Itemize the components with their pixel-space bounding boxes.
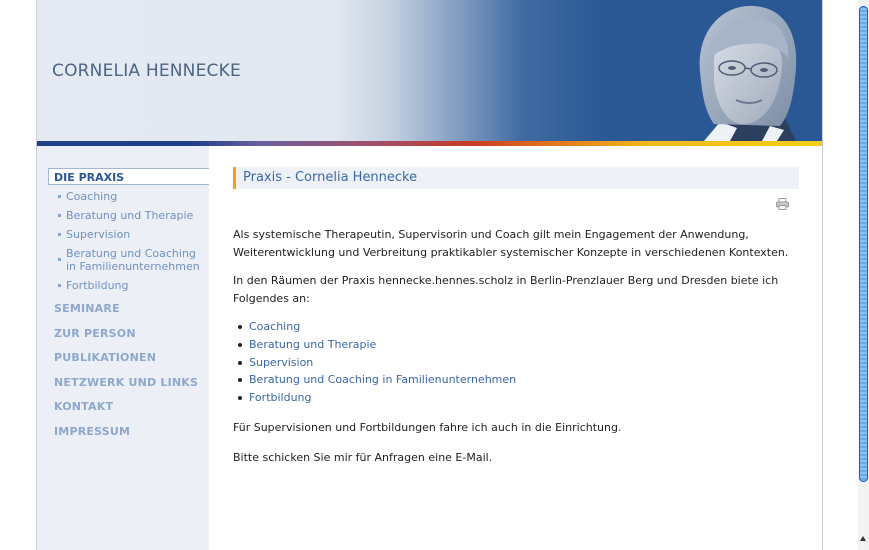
subnav-item-beratung-therapie[interactable] bbox=[57, 209, 207, 222]
page-container bbox=[36, 0, 823, 550]
list-item bbox=[233, 389, 516, 407]
subnav-item-supervision[interactable] bbox=[57, 228, 207, 241]
nav-item-die-praxis[interactable]: DIE PRAXIS bbox=[48, 168, 209, 185]
nav-item-publikationen[interactable]: PUBLIKATIONEN bbox=[54, 351, 157, 365]
subnav-item-familienunternehmen[interactable] bbox=[57, 247, 207, 273]
service-link-coaching[interactable]: Coaching bbox=[249, 320, 301, 333]
nav-item-kontakt[interactable]: KONTAKT bbox=[54, 400, 114, 414]
nav-item-seminare[interactable]: SEMINARE bbox=[54, 302, 120, 315]
page-title: Praxis - Cornelia Hennecke bbox=[233, 167, 799, 189]
scrollbar-thumb[interactable] bbox=[859, 6, 868, 482]
subnav-item-label: Beratung und Therapie bbox=[66, 209, 194, 222]
intro-paragraph: Als systemische Therapeutin, Supervisorin und Coach gilt mein Engagement der Anwendung, Weiterentwicklung und Verbreitung praktikabler systemischer Konzepte in verschiedenen Kontexten. bbox=[233, 228, 789, 259]
list-item bbox=[233, 371, 516, 389]
subnav-item-label: Supervision bbox=[66, 228, 131, 241]
subnav bbox=[57, 190, 207, 298]
portrait-photo bbox=[692, 2, 802, 141]
scroll-up-arrow-icon[interactable] bbox=[860, 536, 866, 541]
bullet-icon bbox=[58, 214, 61, 217]
bullet-icon bbox=[238, 378, 242, 382]
bullet-icon bbox=[58, 233, 61, 236]
subnav-item-coaching[interactable] bbox=[57, 190, 207, 203]
bullet-icon bbox=[238, 343, 242, 347]
bullet-icon bbox=[238, 325, 242, 329]
subnav-item-label: Fortbildung bbox=[66, 279, 129, 292]
offer-intro-paragraph: In den Räumen der Praxis hennecke.hennes.scholz in Berlin-Prenzlauer Berg und Dresden biete ich Folgendes an: bbox=[233, 274, 779, 305]
nav-item-zur-person[interactable]: ZUR PERSON bbox=[54, 326, 136, 340]
bullet-icon bbox=[58, 258, 61, 261]
subnav-item-label: Beratung und Coaching in Familienunternehmen bbox=[66, 247, 200, 273]
bullet-icon bbox=[58, 195, 61, 198]
site-title[interactable]: CORNELIA HENNECKE bbox=[52, 61, 241, 81]
service-link-beratung-therapie[interactable]: Beratung und Therapie bbox=[249, 337, 377, 351]
main-nav bbox=[54, 302, 198, 450]
service-link-supervision[interactable]: Supervision bbox=[249, 355, 314, 369]
service-link-fortbildung[interactable]: Fortbildung bbox=[249, 391, 312, 405]
services-list bbox=[233, 318, 516, 407]
subnav-item-label: Coaching bbox=[66, 190, 118, 203]
subnav-item-fortbildung[interactable] bbox=[57, 279, 207, 292]
vertical-scrollbar[interactable] bbox=[858, 0, 869, 550]
list-item bbox=[233, 354, 516, 372]
bullet-icon bbox=[238, 361, 242, 365]
site-header bbox=[37, 0, 822, 141]
contact-note: Bitte schicken Sie mir für Anfragen eine E-Mail. bbox=[233, 451, 493, 464]
nav-item-netzwerk-links[interactable]: NETZWERK UND LINKS bbox=[54, 375, 199, 389]
bullet-icon bbox=[58, 284, 61, 287]
main-content bbox=[233, 167, 799, 464]
list-item bbox=[233, 336, 516, 354]
printer-icon[interactable] bbox=[776, 198, 789, 210]
travel-note: Für Supervisionen und Fortbildungen fahre ich auch in die Einrichtung. bbox=[233, 421, 622, 434]
nav-item-impressum[interactable]: IMPRESSUM bbox=[54, 424, 131, 438]
list-item bbox=[233, 318, 516, 336]
bullet-icon bbox=[238, 396, 242, 400]
service-link-familienunternehmen[interactable]: Beratung und Coaching in Familienunternehmen bbox=[249, 373, 517, 387]
sidebar bbox=[37, 146, 209, 550]
